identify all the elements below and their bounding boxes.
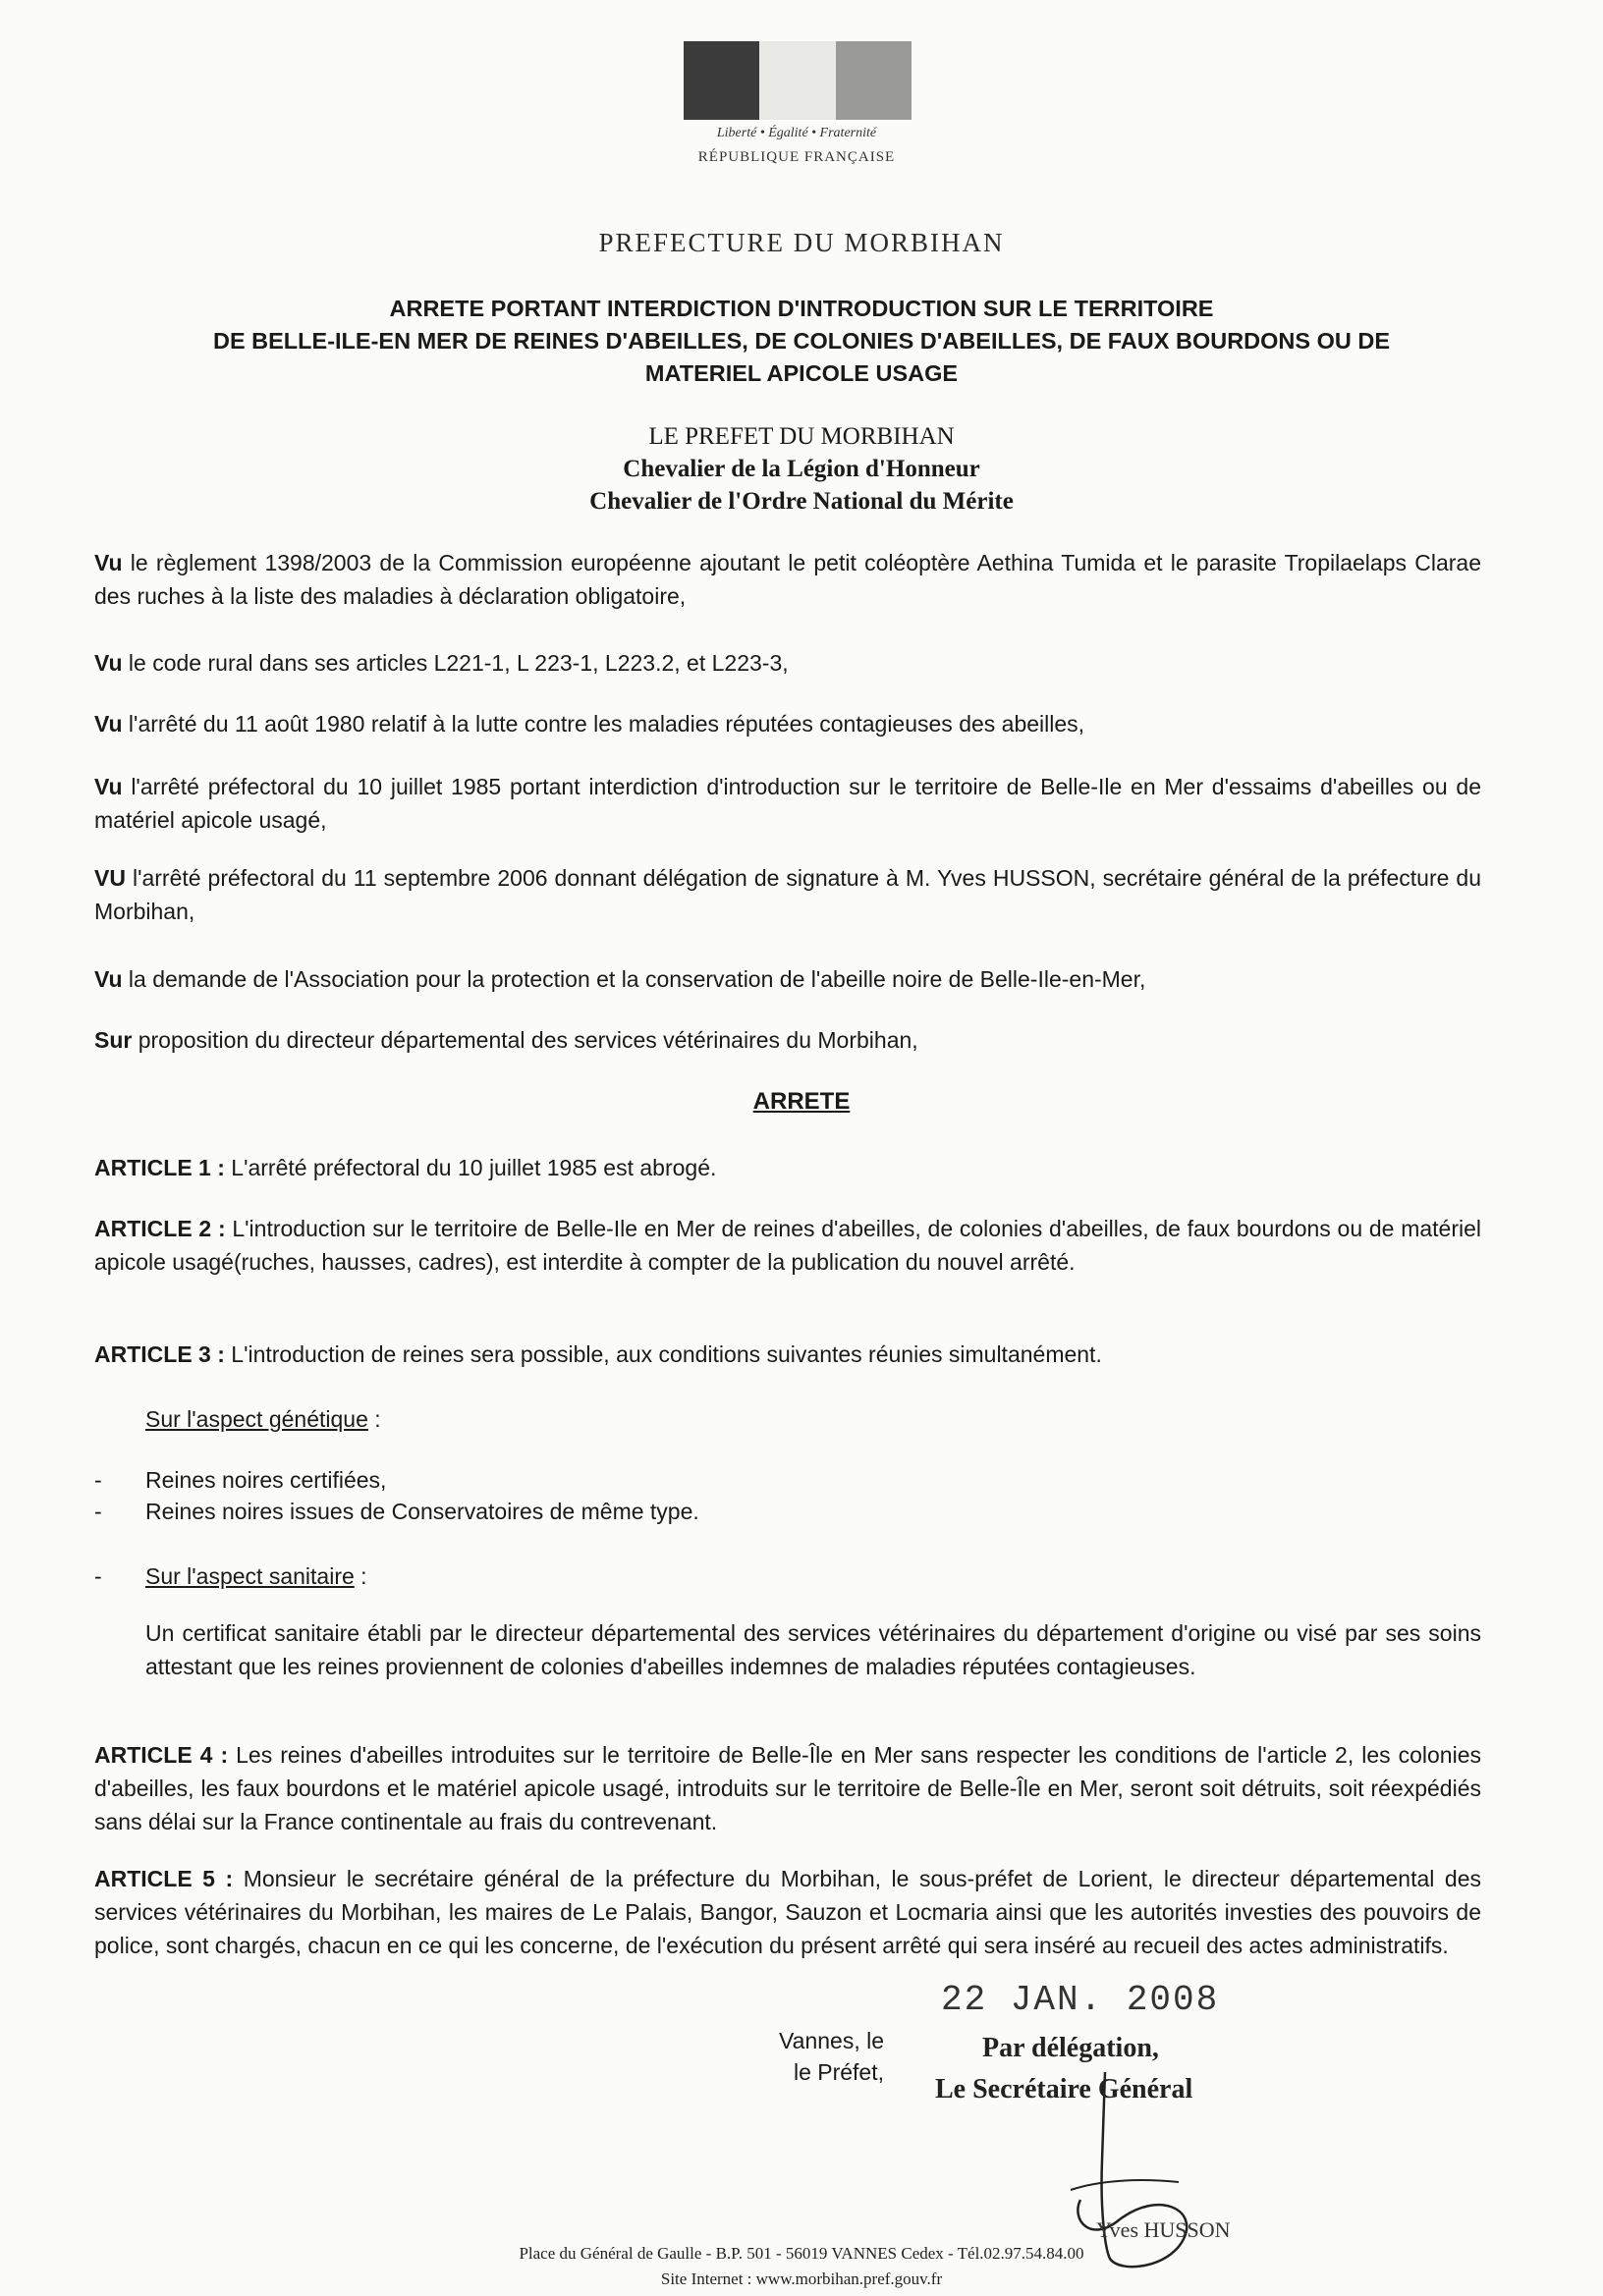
visa-paragraph xyxy=(94,770,1481,837)
arrete-heading: ARRETE xyxy=(752,1088,851,1115)
sanitary-text: Un certificat sanitaire établi par le directeur départemental des services vétérinaires du département d'origine ou visé par ses soins attestant que les reines proviennent de colonies d'abeilles indemnes de maladies réputées contagieuses. xyxy=(145,1620,1481,1679)
prefet-honor-1: Chevalier de la Légion d'Honneur xyxy=(623,456,980,482)
article-1 xyxy=(94,1151,1481,1184)
prefet-block xyxy=(0,420,1603,518)
prefet-honor-2: Chevalier de l'Ordre National du Mérite xyxy=(589,488,1014,515)
visa-lead: Vu xyxy=(94,550,123,575)
visa-lead: Vu xyxy=(94,711,123,737)
republic-motto: Liberté • Égalité • Fraternité xyxy=(716,126,877,140)
visa-text: l'arrêté préfectoral du 11 septembre 2006 donnant délégation de signature à M. Yves HUSSON, secrétaire général de la préfecture du Morbihan, xyxy=(94,865,1481,924)
article-lead: ARTICLE 1 : xyxy=(94,1155,225,1180)
date-stamp: 22 JAN. 2008 xyxy=(941,1980,1220,2020)
republique-francaise-logo xyxy=(680,41,913,179)
article-text: Monsieur le secrétaire général de la préfecture du Morbihan, le sous-préfet de Lorient, le directeur départemental des services vétérinaires du Morbihan, les maires de Le Palais, Bangor, Sauzon et Locmaria ainsi que les autorités investies des pouvoirs de police, sont chargés, chacun en ce qui les concerne, de l'exécution du présent arrêté qui sera inséré au recueil des actes administratifs. xyxy=(94,1866,1481,1958)
visa-text: proposition du directeur départemental des services vétérinaires du Morbihan, xyxy=(132,1027,918,1053)
article-text: L'introduction sur le territoire de Belle-Ile en Mer de reines d'abeilles, de colonies d'abeilles, de faux bourdons ou de matériel apicole usagé(ruches, hausses, cadres), est interdite à compter de la publication du nouvel arrêté. xyxy=(94,1216,1482,1275)
visa-text: l'arrêté du 11 août 1980 relatif à la lutte contre les maladies réputées contagieuses des abeilles, xyxy=(122,711,1085,737)
footer xyxy=(0,2241,1603,2292)
signatory-name: Yves HUSSON xyxy=(1096,2217,1231,2242)
marianne-emblem-icon xyxy=(684,41,912,120)
article-lead: ARTICLE 4 : xyxy=(94,1742,229,1768)
visa-paragraph xyxy=(94,707,1481,740)
article-lead: ARTICLE 5 : xyxy=(94,1866,234,1891)
title-line: DE BELLE-ILE-EN MER DE REINES D'ABEILLES, DE COLONIES D'ABEILLES, DE FAUX BOURDONS OU DE xyxy=(212,328,1391,354)
footer-address: Place du Général de Gaulle - B.P. 501 - 56019 VANNES Cedex - Tél.02.97.54.84.00 xyxy=(519,2244,1084,2263)
visa-paragraph xyxy=(94,861,1481,928)
prefecture-heading: PREFECTURE DU MORBIHAN xyxy=(598,228,1005,257)
prefet-title: LE PREFET DU MORBIHAN xyxy=(648,423,955,450)
footer-website: Site Internet : www.morbihan.pref.gouv.fr xyxy=(660,2269,943,2288)
visa-lead: VU xyxy=(94,865,126,891)
visa-text: le règlement 1398/2003 de la Commission européenne ajoutant le petit coléoptère Aethina Tumida et le parasite Tropilaelaps Clarae des ruches à la liste des maladies à déclaration obligatoire, xyxy=(94,550,1481,609)
article-5 xyxy=(94,1862,1481,1962)
visa-paragraph xyxy=(94,962,1481,996)
visa-text: le code rural dans ses articles L221-1, L 223-1, L223.2, et L223-3, xyxy=(122,650,789,676)
document-title xyxy=(59,293,1544,390)
visa-text: la demande de l'Association pour la protection et la conservation de l'abeille noire de Belle-Ile-en-Mer, xyxy=(122,966,1146,992)
article-2 xyxy=(94,1212,1481,1279)
visa-lead: Vu xyxy=(94,774,123,799)
visa-paragraph xyxy=(94,1023,1481,1057)
article-lead: ARTICLE 3 : xyxy=(94,1341,225,1367)
article-lead: ARTICLE 2 : xyxy=(94,1216,226,1241)
visa-lead: Sur xyxy=(94,1027,133,1053)
secretary-general-stamp: Le Secrétaire Général xyxy=(935,2074,1193,2105)
delegation-stamp: Par délégation, xyxy=(982,2033,1159,2063)
visa-lead: Vu xyxy=(94,650,123,676)
republic-name: RÉPUBLIQUE FRANÇAISE xyxy=(697,149,896,165)
title-line: ARRETE PORTANT INTERDICTION D'INTRODUCTION SUR LE TERRITOIRE xyxy=(389,296,1214,321)
article-text: L'introduction de reines sera possible, aux conditions suivantes réunies simultanément. xyxy=(224,1341,1102,1367)
article-3 xyxy=(94,1338,1481,1371)
visa-text: l'arrêté préfectoral du 10 juillet 1985 portant interdiction d'introduction sur le territoire de Belle-Ile en Mer d'essaims d'abeilles ou de matériel apicole usagé, xyxy=(94,774,1481,833)
visa-paragraph xyxy=(94,546,1481,613)
visa-paragraph xyxy=(94,646,1481,680)
article-text: Les reines d'abeilles introduites sur le territoire de Belle-Île en Mer sans respecter les conditions de l'article 2, les colonies d'abeilles, les faux bourdons et le matériel apicole usagé, introduits sur le territoire de Belle-Île en Mer, seront soit détruits, soit réexpédiés sans délai sur la France continentale au frais du contrevenant. xyxy=(94,1742,1481,1834)
article-4 xyxy=(94,1738,1481,1838)
visa-lead: Vu xyxy=(94,966,123,992)
title-line: MATERIEL APICOLE USAGE xyxy=(644,360,959,386)
signature-place: Vannes, le le Préfet, xyxy=(779,2028,884,2085)
article-text: L'arrêté préfectoral du 10 juillet 1985 est abrogé. xyxy=(224,1155,717,1180)
genetic-heading: Sur l'aspect génétique : xyxy=(145,1406,381,1432)
